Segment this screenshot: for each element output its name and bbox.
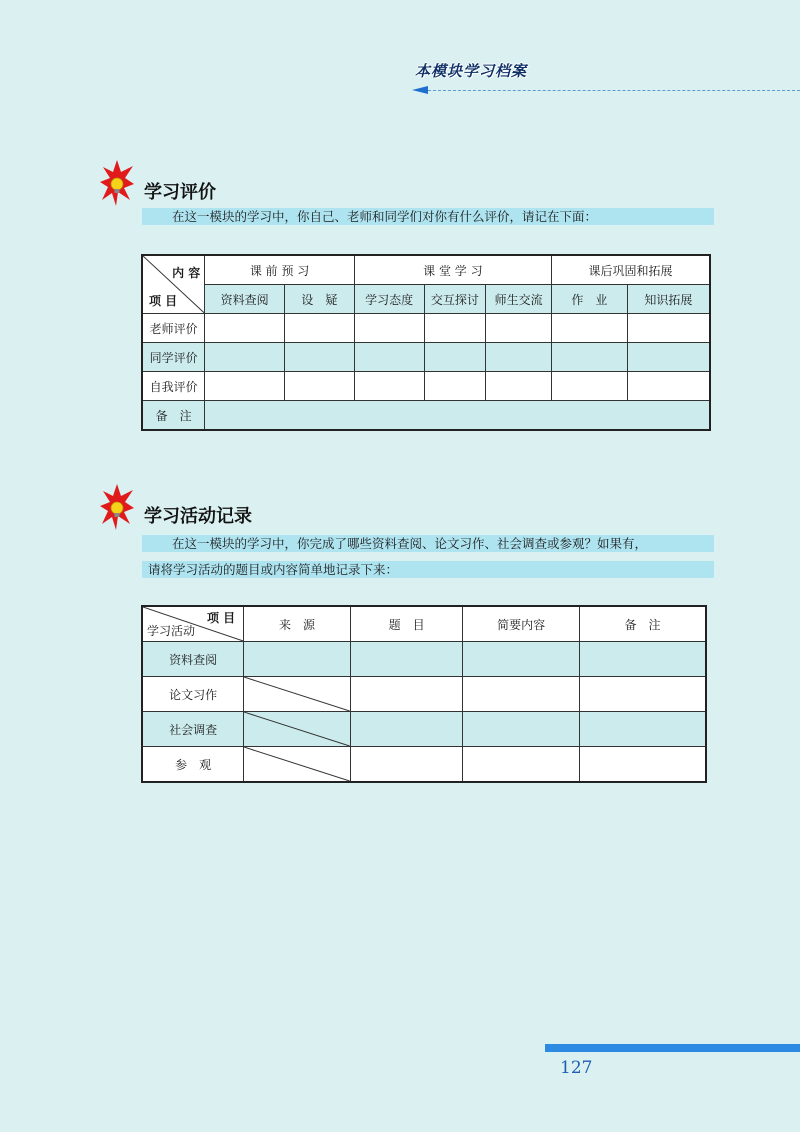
corner-bottom-label: 项 目	[149, 294, 178, 308]
input-cell[interactable]	[354, 314, 424, 343]
row-label: 自我评价	[142, 372, 205, 401]
input-cell[interactable]	[205, 343, 285, 372]
table-row	[142, 642, 706, 677]
evaluation-table	[141, 254, 711, 431]
input-cell[interactable]	[205, 314, 285, 343]
activities-table	[141, 605, 707, 783]
intro-activities-text1: 在这一模块的学习中，你完成了哪些资料查阅、论文习作、社会调查或参观？如果有，	[172, 536, 648, 551]
subheader-cell: 作 业	[552, 285, 628, 314]
input-cell[interactable]	[354, 343, 424, 372]
input-cell[interactable]	[424, 314, 486, 343]
row-label: 老师评价	[142, 314, 205, 343]
input-cell[interactable]	[424, 372, 486, 401]
column-header: 简要内容	[463, 606, 580, 642]
input-cell[interactable]	[579, 677, 706, 712]
corner-top-label: 项 目	[206, 611, 236, 625]
section-title-activities: 学习活动记录	[144, 506, 252, 527]
input-cell[interactable]	[579, 642, 706, 677]
input-cell[interactable]	[552, 343, 628, 372]
input-cell[interactable]	[486, 343, 552, 372]
group-header: 课后巩固和拓展	[552, 255, 710, 285]
column-header: 题 目	[350, 606, 463, 642]
input-cell[interactable]	[350, 677, 463, 712]
input-cell[interactable]	[552, 372, 628, 401]
page-number: 127	[560, 1058, 593, 1078]
diagonal-line	[244, 747, 350, 781]
crossed-cell	[244, 712, 351, 747]
corner-top-label: 内 容	[172, 266, 201, 280]
input-cell[interactable]	[350, 642, 463, 677]
input-cell[interactable]	[244, 642, 351, 677]
input-cell[interactable]	[463, 677, 580, 712]
header-arrow-icon	[412, 86, 428, 94]
input-cell[interactable]	[350, 712, 463, 747]
input-cell[interactable]	[552, 314, 628, 343]
input-cell[interactable]	[627, 314, 710, 343]
subheader-cell: 学习态度	[354, 285, 424, 314]
intro-evaluation	[142, 208, 714, 225]
subheader-cell: 师生交流	[486, 285, 552, 314]
input-cell[interactable]	[424, 343, 486, 372]
subheader-cell: 设 疑	[285, 285, 355, 314]
table-row	[142, 401, 710, 431]
input-cell[interactable]	[205, 372, 285, 401]
column-header: 备 注	[579, 606, 706, 642]
input-cell[interactable]	[350, 747, 463, 783]
input-cell[interactable]	[463, 747, 580, 783]
subheader-cell: 资料查阅	[205, 285, 285, 314]
header-dashed-line	[428, 90, 800, 91]
flame-bulb-icon	[100, 484, 134, 532]
intro-evaluation-text: 在这一模块的学习中，你自己、老师和同学们对你有什么评价，请记在下面：	[172, 209, 598, 224]
table-corner-cell	[142, 255, 205, 314]
input-cell[interactable]	[285, 314, 355, 343]
intro-activities-line1	[142, 535, 714, 552]
row-label: 论文习作	[142, 677, 244, 712]
input-cell[interactable]	[463, 642, 580, 677]
input-cell[interactable]	[285, 372, 355, 401]
table-header-row	[142, 606, 706, 642]
section-title-evaluation: 学习评价	[144, 182, 216, 203]
input-cell[interactable]	[486, 372, 552, 401]
group-header: 课 前 预 习	[205, 255, 354, 285]
crossed-cell	[244, 747, 351, 783]
input-cell[interactable]	[285, 343, 355, 372]
input-cell[interactable]	[463, 712, 580, 747]
subheader-cell: 交互探讨	[424, 285, 486, 314]
row-label: 参 观	[142, 747, 244, 783]
row-label: 社会调查	[142, 712, 244, 747]
module-title: 本模块学习档案	[415, 62, 528, 80]
input-cell[interactable]	[579, 712, 706, 747]
diagonal-line	[244, 677, 350, 711]
table-row	[142, 343, 710, 372]
group-header: 课 堂 学 习	[354, 255, 551, 285]
table-row	[142, 314, 710, 343]
row-label: 资料查阅	[142, 642, 244, 677]
diagonal-line	[244, 712, 350, 746]
table-row	[142, 677, 706, 712]
input-cell[interactable]	[486, 314, 552, 343]
intro-activities-text2: 请将学习活动的题目或内容简单地记录下来：	[148, 562, 399, 577]
table-row	[142, 712, 706, 747]
page-number-bar	[545, 1044, 800, 1052]
intro-activities-line2	[142, 561, 714, 578]
corner-bottom-label: 学习活动	[147, 624, 196, 638]
input-cell[interactable]	[627, 372, 710, 401]
table-corner-cell	[142, 606, 244, 642]
input-cell[interactable]	[627, 343, 710, 372]
row-label: 同学评价	[142, 343, 205, 372]
input-cell[interactable]	[354, 372, 424, 401]
table-row	[142, 747, 706, 783]
note-input-cell[interactable]	[205, 401, 710, 431]
crossed-cell	[244, 677, 351, 712]
subheader-cell: 知识拓展	[627, 285, 710, 314]
flame-bulb-icon	[100, 160, 134, 208]
table-row	[142, 372, 710, 401]
input-cell[interactable]	[579, 747, 706, 783]
column-header: 来 源	[244, 606, 351, 642]
row-label: 备 注	[142, 401, 205, 431]
